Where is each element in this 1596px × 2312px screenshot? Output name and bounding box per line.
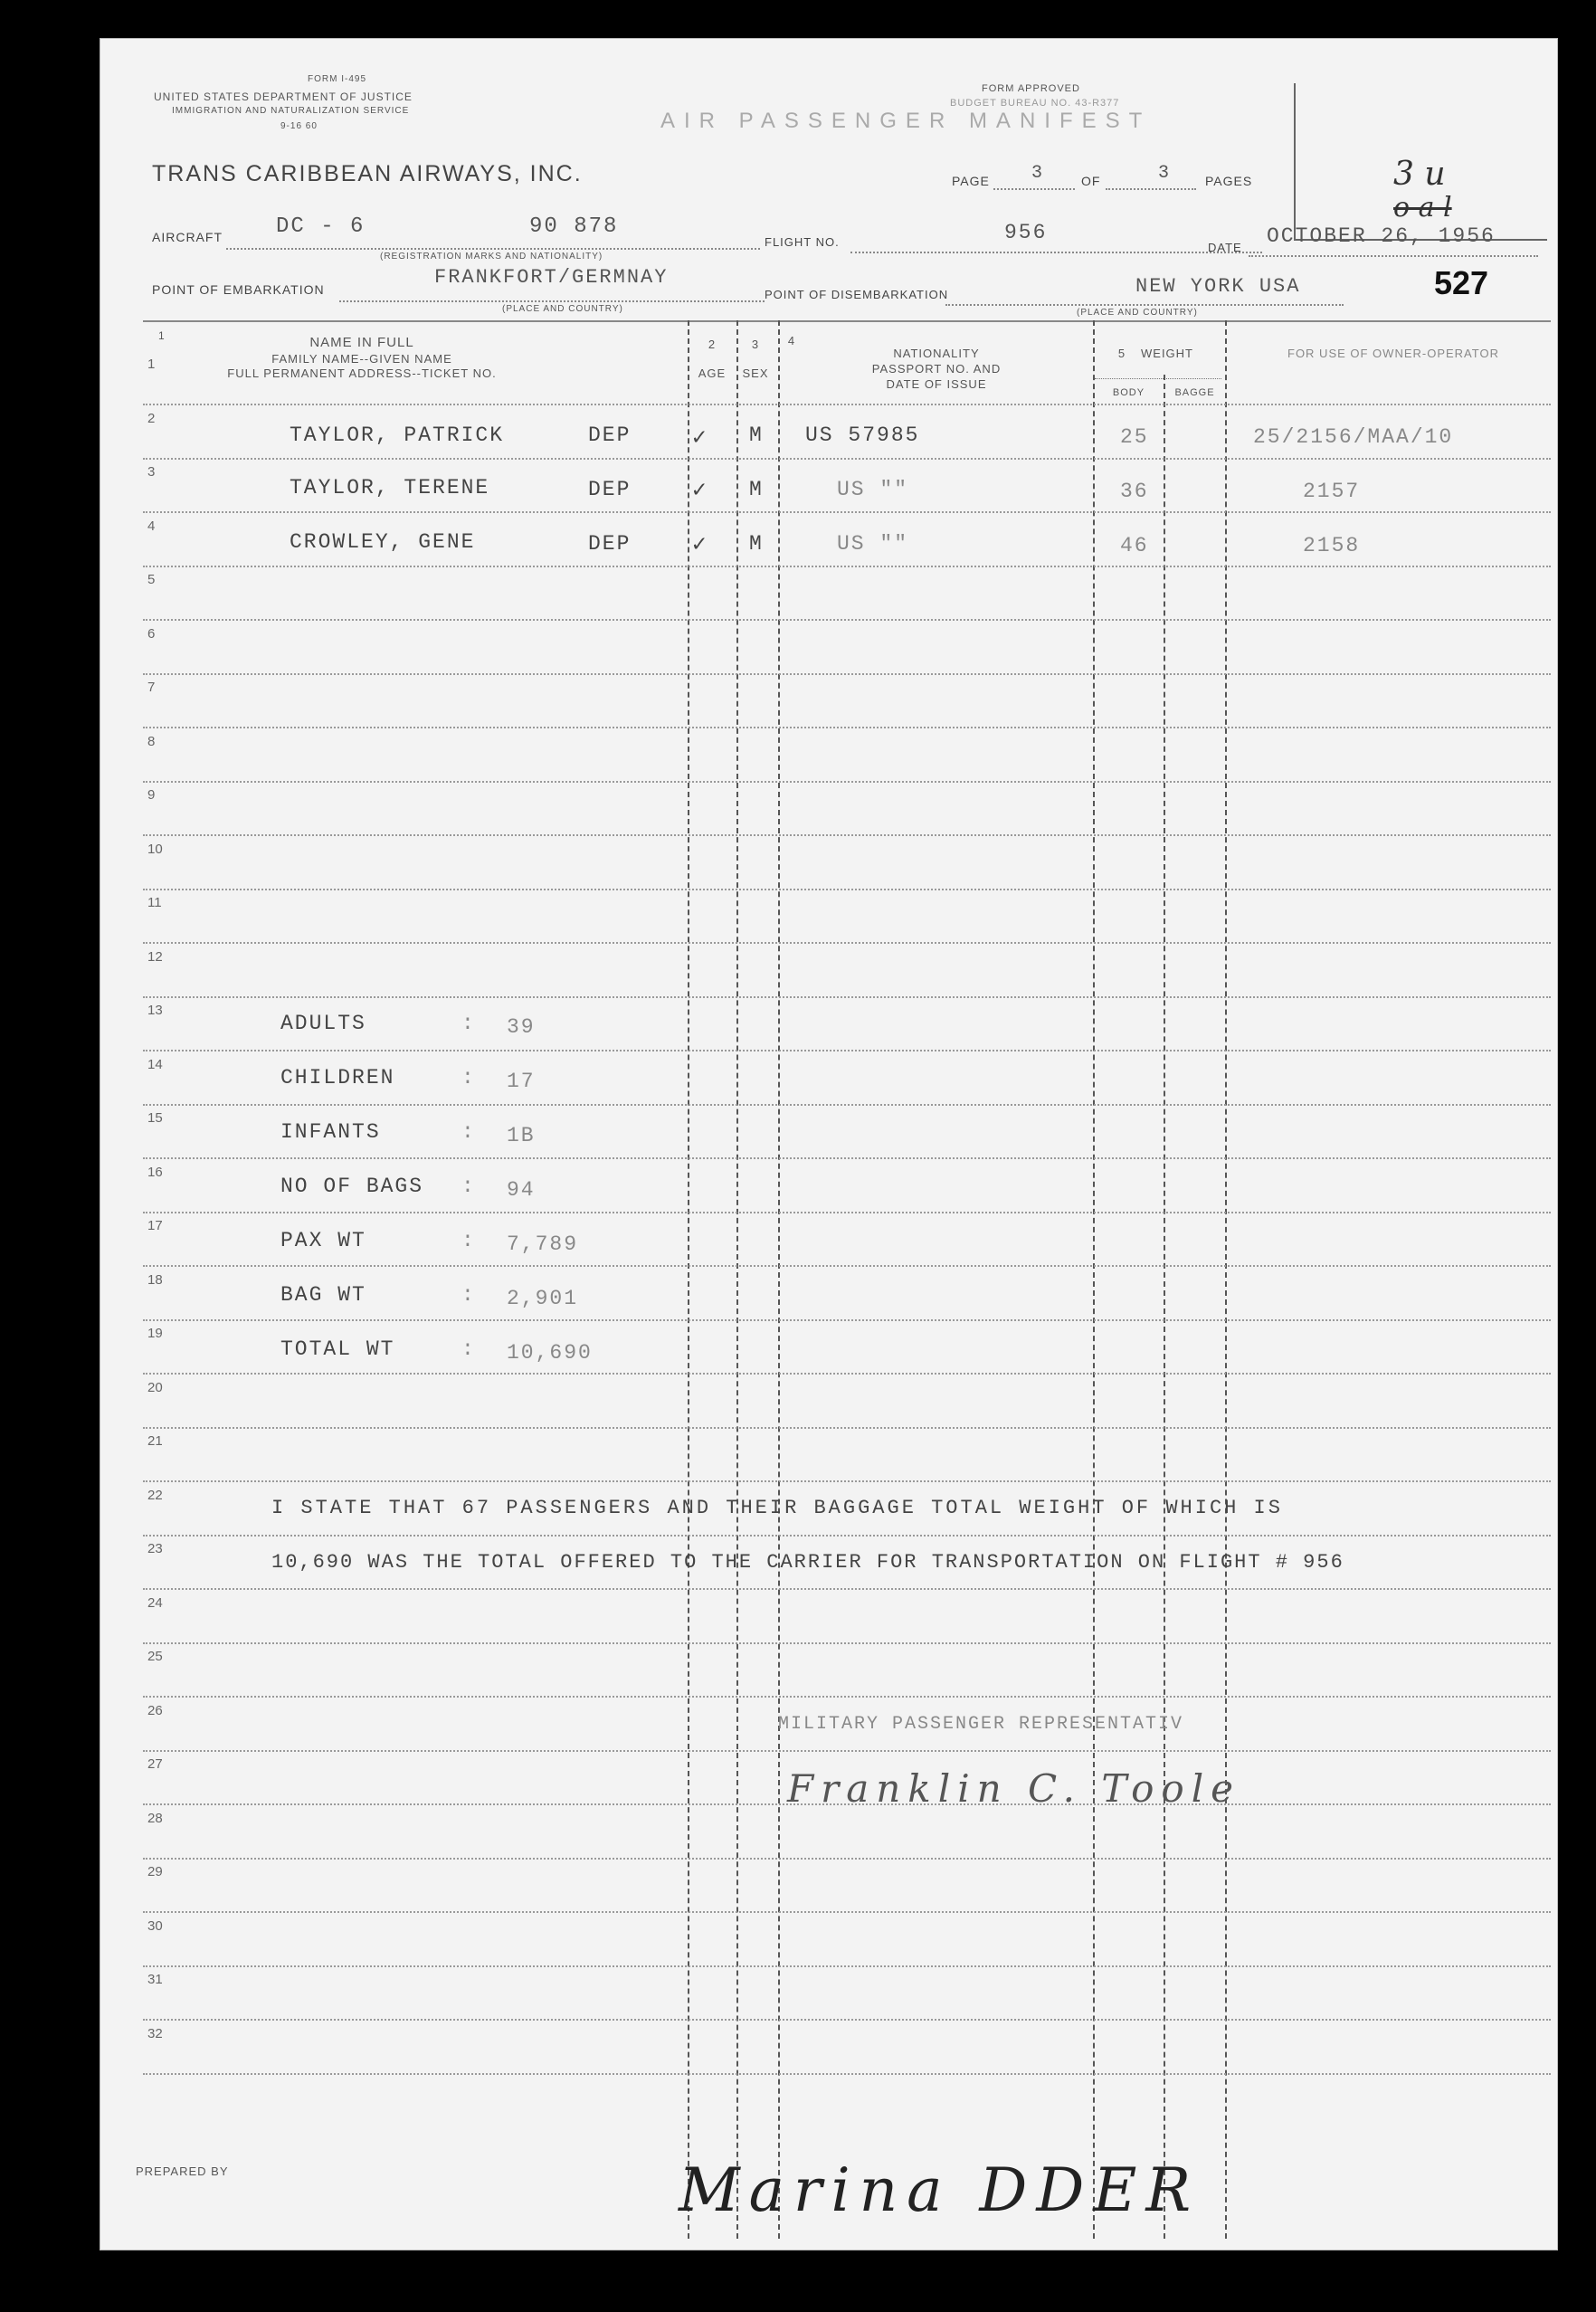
row-rule [143, 996, 1551, 998]
row-rule [143, 404, 1551, 405]
passenger-code: DEP [588, 532, 632, 556]
passenger-name: TAYLOR, PATRICK [290, 423, 505, 447]
row-number: 25 [147, 1649, 163, 1664]
total-value: 1B [507, 1124, 536, 1147]
row-rule [143, 942, 1551, 944]
row-rule [143, 1427, 1551, 1429]
disembark-sub: (PLACE AND COUNTRY) [1077, 308, 1198, 318]
row-number: 3 [147, 464, 156, 480]
row-number: 9 [147, 787, 156, 803]
total-label: ADULTS [280, 1012, 366, 1035]
row-number: 1 [147, 357, 156, 372]
row-number: 12 [147, 948, 163, 965]
date-label: DATE [1208, 241, 1242, 254]
pages-label: PAGES [1205, 174, 1253, 188]
total-value: 7,789 [507, 1232, 579, 1256]
passenger-passport: US "" [837, 478, 909, 501]
total-value: 39 [507, 1015, 536, 1039]
row-rule [143, 1750, 1551, 1752]
agency-line1: UNITED STATES DEPARTMENT OF JUSTICE [154, 90, 413, 103]
row-rule [143, 619, 1551, 621]
row-rule [143, 781, 1551, 783]
prepared-by-label: PREPARED BY [136, 2165, 229, 2178]
row-number: 27 [147, 1756, 163, 1772]
total-sep: : [461, 1283, 476, 1307]
name-header-l3: FULL PERMANENT ADDRESS--TICKET NO. [227, 366, 497, 380]
row-number: 26 [147, 1702, 163, 1718]
nat-header-l2: PASSPORT NO. AND [871, 362, 1002, 376]
manifest-title: AIR PASSENGER MANIFEST [660, 109, 1152, 133]
name-header-l2: FAMILY NAME--GIVEN NAME [271, 352, 452, 366]
row-number: 10 [147, 841, 163, 857]
total-value: 17 [507, 1070, 536, 1093]
row-rule [143, 1480, 1551, 1482]
passenger-sex: M [749, 478, 764, 501]
total-label: NO OF BAGS [280, 1175, 424, 1198]
owner-code: 25/2156/MAA/10 [1253, 425, 1454, 449]
nat-header-l3: DATE OF ISSUE [886, 377, 987, 391]
row-rule [143, 566, 1551, 567]
row-rule [143, 834, 1551, 836]
row-rule [143, 1642, 1551, 1644]
total-label: TOTAL WT [280, 1337, 395, 1361]
approved-line2: BUDGET BUREAU NO. 43-R377 [950, 98, 1120, 109]
prepared-by-signature: Marina DDER [679, 2155, 1201, 2225]
row-rule [143, 1319, 1551, 1321]
passenger-weight: 25 [1120, 425, 1149, 449]
baggage-header: BAGGE [1174, 387, 1215, 398]
weight-header: WEIGHT [1141, 347, 1193, 360]
approved-line1: FORM APPROVED [982, 83, 1080, 94]
col3-number: 3 [751, 338, 760, 351]
aircraft-sub: (REGISTRATION MARKS AND NATIONALITY) [380, 252, 603, 262]
representative-signature: Franklin C. Toole [787, 1766, 1240, 1811]
total-sep: : [461, 1337, 476, 1361]
row-number: 11 [147, 895, 162, 910]
carrier-name: TRANS CARIBBEAN AIRWAYS, INC. [152, 161, 583, 186]
total-value: 10,690 [507, 1341, 593, 1365]
row-number: 22 [147, 1487, 163, 1503]
embark-sub: (PLACE AND COUNTRY) [502, 304, 623, 314]
passenger-code: DEP [588, 423, 632, 447]
corner-mark-crossed: o a l [1393, 192, 1452, 224]
passenger-code: DEP [588, 478, 632, 501]
total-label: BAG WT [280, 1283, 366, 1307]
passenger-weight: 46 [1120, 534, 1149, 557]
col1-number: 1 [158, 329, 166, 342]
embark-label: POINT OF EMBARKATION [152, 282, 325, 297]
row-number: 24 [147, 1594, 163, 1611]
body-header: BODY [1112, 387, 1145, 398]
row-number: 2 [147, 410, 156, 426]
statement-line2: 10,690 WAS THE TOTAL OFFERED TO THE CARRIER FOR TRANSPORTATION ON FLIGHT # 956 [271, 1551, 1344, 1574]
sex-header: SEX [742, 366, 769, 380]
row-rule [143, 1535, 1551, 1537]
col4-number: 4 [787, 334, 796, 347]
passenger-name: CROWLEY, GENE [290, 530, 476, 554]
flight-no: 956 [1004, 221, 1048, 244]
row-rule [143, 1588, 1551, 1590]
age-check: ✓ [692, 424, 708, 452]
total-sep: : [461, 1066, 476, 1089]
row-number: 5 [147, 572, 156, 587]
passenger-passport: US 57985 [805, 423, 920, 447]
row-rule [143, 1157, 1551, 1159]
row-number: 16 [147, 1164, 163, 1180]
col2-number: 2 [708, 338, 717, 351]
disembark-value: NEW YORK USA [1135, 275, 1301, 298]
aircraft-reg: 90 878 [529, 214, 619, 239]
nat-header-l1: NATIONALITY [893, 347, 980, 360]
row-rule [143, 1911, 1551, 1913]
row-number: 7 [147, 680, 156, 695]
age-check: ✓ [692, 477, 708, 504]
total-value: 94 [507, 1178, 536, 1202]
row-rule [143, 2073, 1551, 2075]
row-rule [143, 1050, 1551, 1051]
representative-title: MILITARY PASSENGER REPRESENTATIV [778, 1714, 1184, 1735]
age-header: AGE [698, 366, 727, 380]
row-rule [143, 889, 1551, 890]
row-rule [143, 1212, 1551, 1213]
row-number: 18 [147, 1271, 163, 1288]
age-check: ✓ [692, 531, 708, 558]
passenger-sex: M [749, 423, 764, 447]
statement-line1: I STATE THAT 67 PASSENGERS AND THEIR BAGGAGE TOTAL WEIGHT OF WHICH IS [271, 1497, 1283, 1519]
corner-mark: 3 u [1393, 156, 1446, 193]
passenger-sex: M [749, 532, 764, 556]
date-value: OCTOBER 26, 1956 [1267, 224, 1496, 248]
total-sep: : [461, 1120, 476, 1144]
row-rule [143, 1104, 1551, 1106]
form-number: FORM I-495 [308, 74, 367, 84]
row-rule [143, 727, 1551, 728]
page-label: PAGE [952, 174, 990, 188]
row-rule [143, 458, 1551, 460]
total-sep: : [461, 1175, 476, 1198]
passenger-weight: 36 [1120, 480, 1149, 503]
embark-value: FRANKFORT/GERMNAY [434, 266, 669, 289]
row-number: 28 [147, 1810, 163, 1826]
owner-code: 2158 [1303, 534, 1361, 557]
row-number: 15 [147, 1110, 163, 1126]
total-value: 2,901 [507, 1287, 579, 1310]
row-rule [143, 1265, 1551, 1267]
passenger-passport: US "" [837, 532, 909, 556]
aircraft-type: DC - 6 [276, 214, 366, 239]
row-number: 13 [147, 1003, 163, 1018]
row-number: 32 [147, 2025, 163, 2041]
name-header-l1: NAME IN FULL [309, 335, 414, 350]
owner-header: FOR USE OF OWNER-OPERATOR [1287, 347, 1499, 360]
row-rule [143, 673, 1551, 675]
row-number: 20 [147, 1379, 163, 1395]
row-number: 23 [147, 1541, 163, 1556]
row-rule [143, 1858, 1551, 1860]
row-number: 14 [147, 1056, 163, 1072]
row-number: 8 [147, 733, 156, 749]
flight-label: FLIGHT NO. [765, 235, 840, 249]
row-number: 29 [147, 1864, 163, 1879]
row-number: 6 [147, 625, 156, 642]
row-number: 17 [147, 1218, 163, 1233]
row-number: 4 [147, 518, 156, 534]
row-number: 21 [147, 1433, 163, 1449]
of-value: 3 [1158, 163, 1172, 184]
total-label: CHILDREN [280, 1066, 395, 1089]
total-label: PAX WT [280, 1229, 366, 1252]
row-rule [143, 2019, 1551, 2021]
row-rule [143, 1373, 1551, 1375]
row-rule [143, 1965, 1551, 1967]
row-number: 31 [147, 1972, 163, 1987]
disembark-label: POINT OF DISEMBARKATION [765, 288, 949, 301]
total-sep: : [461, 1229, 476, 1252]
form-code: 9-16 60 [280, 121, 318, 131]
agency-line2: IMMIGRATION AND NATURALIZATION SERVICE [172, 106, 410, 116]
owner-code: 2157 [1303, 480, 1361, 503]
aircraft-label: AIRCRAFT [152, 230, 223, 244]
page-value: 3 [1031, 163, 1045, 184]
stamp-number: 527 [1434, 264, 1489, 301]
row-number: 19 [147, 1326, 163, 1341]
of-label: OF [1081, 174, 1101, 188]
row-number: 30 [147, 1917, 163, 1934]
total-sep: : [461, 1012, 476, 1035]
total-label: INFANTS [280, 1120, 381, 1144]
row-rule [143, 511, 1551, 513]
manifest-sheet [100, 38, 1558, 2250]
row-rule [143, 1696, 1551, 1698]
passenger-name: TAYLOR, TERENE [290, 476, 490, 500]
col5-number: 5 [1117, 347, 1126, 360]
